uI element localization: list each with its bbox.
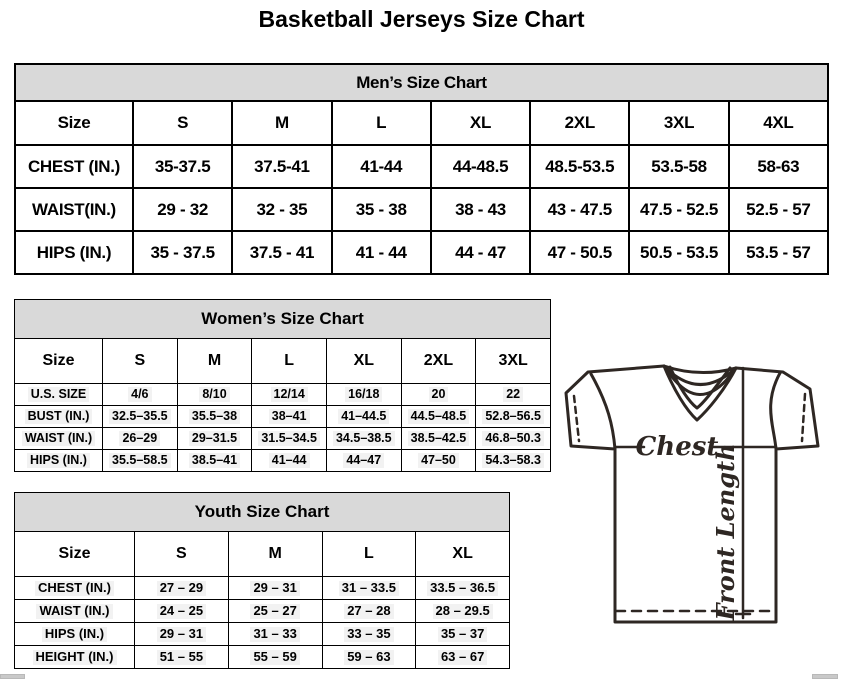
cell — [252, 428, 327, 450]
row-label-text: HIPS (IN.) — [27, 453, 90, 467]
cell-text: 41–44.5 — [338, 409, 389, 423]
cell-text: 54.3–58.3 — [482, 453, 544, 467]
mens-col-3xl: 3XL — [629, 101, 728, 145]
mens-chest-row — [15, 145, 828, 188]
mens-col-4xl: 4XL — [729, 101, 828, 145]
cell-text: 27 – 28 — [344, 604, 393, 619]
cell: 44 - 47 — [431, 231, 530, 274]
cell — [103, 428, 178, 450]
row-label-text: HIPS (IN.) — [42, 627, 107, 642]
cell: 53.5 - 57 — [729, 231, 828, 274]
cell-text: 41–44 — [269, 453, 310, 467]
row-label-text: HEIGHT (IN.) — [33, 650, 117, 665]
womens-col-s: S — [103, 339, 178, 384]
youth-col-l: L — [322, 532, 416, 577]
row-label — [15, 384, 103, 406]
youth-column-header-row — [15, 532, 510, 577]
womens-col-xl: XL — [326, 339, 401, 384]
cell — [326, 428, 401, 450]
womens-col-m: M — [177, 339, 252, 384]
cell — [103, 384, 178, 406]
youth-col-size: Size — [15, 532, 135, 577]
cell-text: 16/18 — [345, 387, 382, 401]
cell-text: 35.5–58.5 — [109, 453, 171, 467]
womens-col-3xl: 3XL — [476, 339, 551, 384]
row-label — [15, 600, 135, 623]
cell — [135, 600, 229, 623]
cell-text: 63 – 67 — [438, 650, 487, 665]
cell: 48.5-53.5 — [530, 145, 629, 188]
mens-col-2xl: 2XL — [530, 101, 629, 145]
cell-text: 20 — [429, 387, 449, 401]
cell-text: 51 – 55 — [157, 650, 206, 665]
row-label — [15, 428, 103, 450]
cell: 35-37.5 — [133, 145, 232, 188]
cell: 44-48.5 — [431, 145, 530, 188]
cell — [322, 577, 416, 600]
cell — [228, 646, 322, 669]
cell-text: 34.5–38.5 — [333, 431, 395, 445]
jersey-svg — [558, 362, 826, 658]
mens-column-header-row — [15, 101, 828, 145]
cell: 41-44 — [332, 145, 431, 188]
mens-col-m: M — [232, 101, 331, 145]
mens-col-s: S — [133, 101, 232, 145]
cell-text: 31 – 33.5 — [339, 581, 399, 596]
womens-table-title: Women’s Size Chart — [15, 300, 551, 339]
row-label — [15, 450, 103, 472]
cell: 35 - 38 — [332, 188, 431, 231]
cell — [177, 428, 252, 450]
cell: 47 - 50.5 — [530, 231, 629, 274]
cell — [416, 646, 510, 669]
mens-hips-row — [15, 231, 828, 274]
womens-ussize-row — [15, 384, 551, 406]
cell-text: 35 – 37 — [438, 627, 487, 642]
mens-size-chart — [14, 63, 829, 275]
cell-text: 52.8–56.5 — [482, 409, 544, 423]
mens-table-title: Men’s Size Chart — [15, 64, 828, 101]
cell — [322, 623, 416, 646]
cell — [476, 450, 551, 472]
horizontal-scrollbar-right-thumb[interactable] — [812, 674, 838, 679]
womens-table-title-row — [15, 300, 551, 339]
horizontal-scrollbar-left-thumb[interactable] — [0, 674, 25, 679]
cell: 32 - 35 — [232, 188, 331, 231]
cell-text: 28 – 29.5 — [433, 604, 493, 619]
cell — [322, 646, 416, 669]
cell-text: 33 – 35 — [344, 627, 393, 642]
chest-label: Chest — [635, 432, 719, 462]
row-label-text: U.S. SIZE — [28, 387, 90, 401]
cell-text: 38.5–42.5 — [408, 431, 470, 445]
cell — [476, 428, 551, 450]
row-label: CHEST (IN.) — [15, 145, 133, 188]
cell: 29 - 32 — [133, 188, 232, 231]
cell-text: 29 – 31 — [250, 581, 299, 596]
youth-size-chart — [14, 492, 510, 669]
cell — [135, 623, 229, 646]
womens-column-header-row — [15, 339, 551, 384]
cell: 37.5-41 — [232, 145, 331, 188]
womens-table — [14, 299, 551, 472]
mens-col-l: L — [332, 101, 431, 145]
womens-col-size: Size — [15, 339, 103, 384]
cell: 38 - 43 — [431, 188, 530, 231]
cell-text: 12/14 — [271, 387, 308, 401]
cell-text: 31 – 33 — [250, 627, 299, 642]
row-label — [15, 577, 135, 600]
youth-height-row — [15, 646, 510, 669]
cell: 50.5 - 53.5 — [629, 231, 728, 274]
womens-size-chart — [14, 299, 551, 472]
cell — [401, 428, 476, 450]
mens-table — [14, 63, 829, 275]
cell-text: 46.8–50.3 — [482, 431, 544, 445]
cell-text: 26–29 — [119, 431, 160, 445]
cell-text: 8/10 — [199, 387, 229, 401]
cell — [401, 450, 476, 472]
youth-waist-row — [15, 600, 510, 623]
youth-table-title: Youth Size Chart — [15, 493, 510, 532]
row-label — [15, 406, 103, 428]
cell-text: 22 — [503, 387, 523, 401]
cell — [252, 384, 327, 406]
cell — [326, 384, 401, 406]
cell — [252, 406, 327, 428]
cell: 47.5 - 52.5 — [629, 188, 728, 231]
cell — [326, 450, 401, 472]
cell — [401, 406, 476, 428]
cell — [326, 406, 401, 428]
womens-col-2xl: 2XL — [401, 339, 476, 384]
cell — [103, 406, 178, 428]
row-label: HIPS (IN.) — [15, 231, 133, 274]
cell — [103, 450, 178, 472]
cell-text: 55 – 59 — [250, 650, 299, 665]
cell-text: 44.5–48.5 — [408, 409, 470, 423]
cell — [177, 450, 252, 472]
cell-text: 25 – 27 — [250, 604, 299, 619]
row-label: WAIST(IN.) — [15, 188, 133, 231]
cell: 53.5-58 — [629, 145, 728, 188]
cell-text: 4/6 — [128, 387, 151, 401]
womens-waist-row — [15, 428, 551, 450]
jersey-measurement-diagram — [558, 362, 826, 658]
cell — [228, 623, 322, 646]
row-label-text: WAIST (IN.) — [36, 604, 112, 619]
cell-text: 27 – 29 — [157, 581, 206, 596]
youth-chest-row — [15, 577, 510, 600]
cell-text: 44–47 — [343, 453, 384, 467]
cell: 43 - 47.5 — [530, 188, 629, 231]
womens-col-l: L — [252, 339, 327, 384]
womens-hips-row — [15, 450, 551, 472]
mens-table-title-row — [15, 64, 828, 101]
cell — [476, 384, 551, 406]
cell-text: 33.5 – 36.5 — [427, 581, 498, 596]
cell-text: 35.5–38 — [189, 409, 240, 423]
cell — [322, 600, 416, 623]
row-label — [15, 623, 135, 646]
row-label-text: CHEST (IN.) — [35, 581, 114, 596]
cell — [228, 577, 322, 600]
cell — [401, 384, 476, 406]
cell-text: 38–41 — [269, 409, 310, 423]
cell-text: 32.5–35.5 — [109, 409, 171, 423]
cell-text: 47–50 — [418, 453, 459, 467]
youth-hips-row — [15, 623, 510, 646]
cell-text: 24 – 25 — [157, 604, 206, 619]
cell — [177, 384, 252, 406]
page-title: Basketball Jerseys Size Chart — [258, 6, 585, 32]
cell — [177, 406, 252, 428]
cell: 35 - 37.5 — [133, 231, 232, 274]
cell — [416, 577, 510, 600]
youth-col-xl: XL — [416, 532, 510, 577]
youth-table-title-row — [15, 493, 510, 532]
front-length-label: Front Length — [711, 443, 740, 621]
mens-waist-row — [15, 188, 828, 231]
youth-col-m: M — [228, 532, 322, 577]
cell: 58-63 — [729, 145, 828, 188]
cell: 52.5 - 57 — [729, 188, 828, 231]
cell — [228, 600, 322, 623]
womens-bust-row — [15, 406, 551, 428]
cell — [416, 623, 510, 646]
cell-text: 31.5–34.5 — [258, 431, 320, 445]
mens-col-size: Size — [15, 101, 133, 145]
cell — [135, 646, 229, 669]
row-label-text: WAIST (IN.) — [22, 431, 95, 445]
row-label-text: BUST (IN.) — [25, 409, 93, 423]
mens-col-xl: XL — [431, 101, 530, 145]
cell — [252, 450, 327, 472]
cell-text: 29–31.5 — [189, 431, 240, 445]
cell-text: 29 – 31 — [157, 627, 206, 642]
cell — [416, 600, 510, 623]
cell-text: 38.5–41 — [189, 453, 240, 467]
youth-col-s: S — [135, 532, 229, 577]
youth-table — [14, 492, 510, 669]
cell — [476, 406, 551, 428]
cell-text: 59 – 63 — [344, 650, 393, 665]
cell: 41 - 44 — [332, 231, 431, 274]
cell: 37.5 - 41 — [232, 231, 331, 274]
row-label — [15, 646, 135, 669]
cell — [135, 577, 229, 600]
